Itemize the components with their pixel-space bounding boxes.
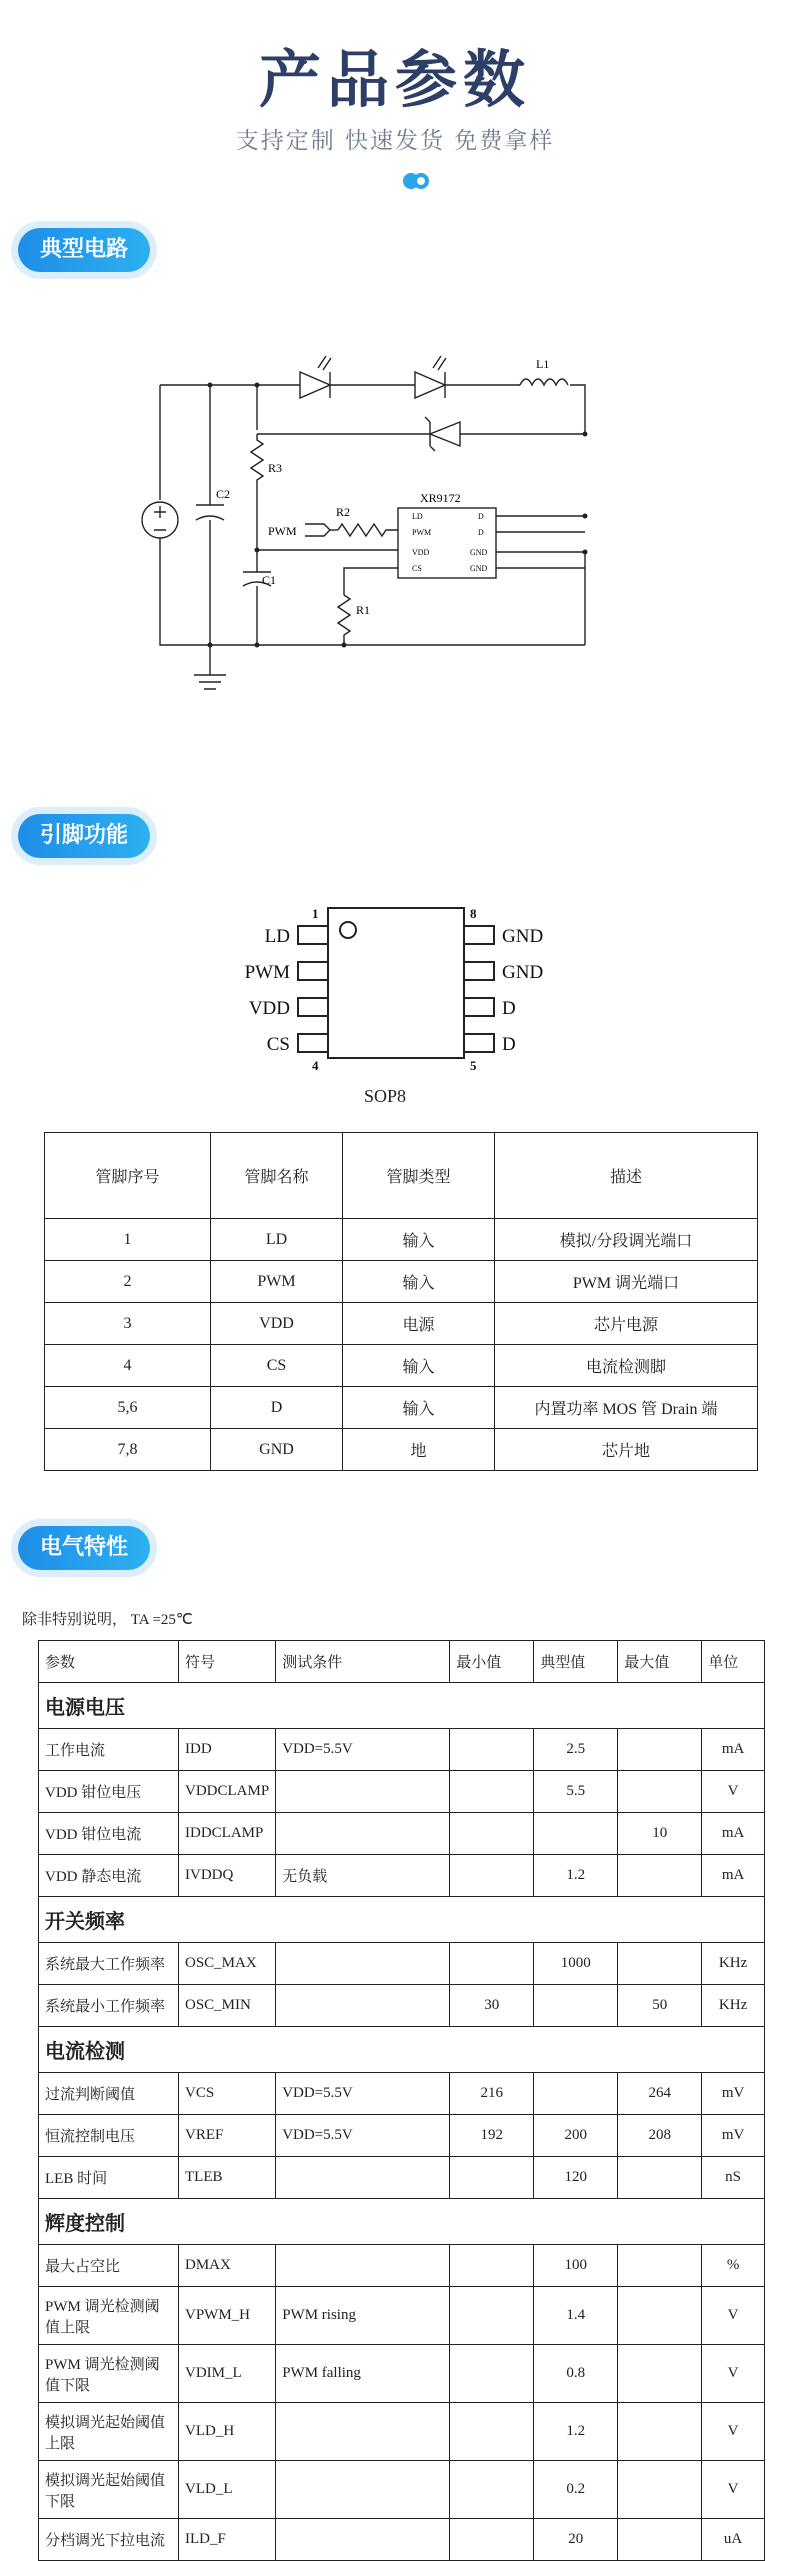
cell: 模拟调光起始阈值上限 <box>39 2403 179 2461</box>
cell <box>276 2403 450 2461</box>
cell <box>450 1771 534 1813</box>
cell: 120 <box>534 2157 618 2199</box>
cell <box>534 1985 618 2027</box>
test-conditions-note: 除非特别说明， TA =25℃ <box>22 1612 193 1628</box>
cell: 模拟/分段调光端口 <box>495 1219 758 1261</box>
label-c2: C2 <box>216 487 231 501</box>
cell <box>450 1943 534 1985</box>
cell: PWM 调光端口 <box>495 1261 758 1303</box>
cell: 216 <box>450 2073 534 2115</box>
pkg-left-pwm: PWM <box>244 962 290 983</box>
diode-icon <box>430 422 460 446</box>
cell: 芯片地 <box>495 1429 758 1471</box>
cell <box>618 1729 702 1771</box>
table-row <box>39 2519 765 2561</box>
cell <box>276 2461 450 2519</box>
cell: V <box>702 2403 765 2461</box>
category-title: 电流检测 <box>39 2027 765 2073</box>
page-header <box>0 0 790 200</box>
cell: IDD <box>179 1729 276 1771</box>
table-row <box>39 2245 765 2287</box>
cell <box>618 2519 702 2561</box>
capacitor-c2-icon <box>196 505 224 520</box>
cell: 输入 <box>343 1261 495 1303</box>
ic-pin-vdd: VDD <box>412 548 430 557</box>
cell <box>450 2157 534 2199</box>
category-title: 辉度控制 <box>39 2199 765 2245</box>
table-row <box>45 1387 758 1429</box>
cell: 电流检测脚 <box>495 1345 758 1387</box>
header-cell: 管脚序号 <box>45 1133 211 1219</box>
cell <box>450 2403 534 2461</box>
cell: uA <box>702 2519 765 2561</box>
cell: 208 <box>618 2115 702 2157</box>
category-title: 开关频率 <box>39 1897 765 1943</box>
ic-pin-pwm: PWM <box>412 528 432 537</box>
cell: 10 <box>618 1813 702 1855</box>
cell: 系统最小工作频率 <box>39 1985 179 2027</box>
cell: 50 <box>618 1985 702 2027</box>
cell <box>450 1813 534 1855</box>
cell <box>450 2345 534 2403</box>
label-pwm: PWM <box>268 524 297 538</box>
cell <box>276 2245 450 2287</box>
table-row <box>45 1219 758 1261</box>
table-header-row <box>39 1641 765 1683</box>
cell <box>276 1943 450 1985</box>
pkg-left-cs: CS <box>266 1034 290 1055</box>
cell: 1.2 <box>534 1855 618 1897</box>
table-row <box>39 2157 765 2199</box>
ic-pin-gnd2: GND <box>470 564 488 573</box>
cell: 输入 <box>343 1387 495 1429</box>
led-1-icon <box>300 372 330 398</box>
cell: V <box>702 2345 765 2403</box>
header-cell: 最大值 <box>618 1641 702 1683</box>
cell: VCS <box>179 2073 276 2115</box>
pin-number-4: 4 <box>312 1058 319 1073</box>
cell: VLD_H <box>179 2403 276 2461</box>
pin-number-8: 8 <box>470 906 477 921</box>
header-cell: 典型值 <box>534 1641 618 1683</box>
cell: 1.4 <box>534 2287 618 2345</box>
cell: mA <box>702 1729 765 1771</box>
pkg-right-gnd1: GND <box>502 926 544 947</box>
ic-pin-gnd1: GND <box>470 548 488 557</box>
cell: VDD 静态电流 <box>39 1855 179 1897</box>
cell <box>276 1813 450 1855</box>
table-row <box>45 1345 758 1387</box>
pkg-right-gnd2: GND <box>502 962 544 983</box>
pin-function-table <box>44 1132 758 1471</box>
cell: mV <box>702 2115 765 2157</box>
table-row <box>45 1429 758 1471</box>
header-cell: 管脚类型 <box>343 1133 495 1219</box>
cell: DMAX <box>179 2245 276 2287</box>
pwm-input-icon <box>305 524 330 536</box>
label-c1: C1 <box>262 573 277 587</box>
cell <box>618 2345 702 2403</box>
cell: IDDCLAMP <box>179 1813 276 1855</box>
cell: 0.2 <box>534 2461 618 2519</box>
cell: 分档调光下拉电流 <box>39 2519 179 2561</box>
cell: nS <box>702 2157 765 2199</box>
cell: 地 <box>343 1429 495 1471</box>
cell: PWM 调光检测阈值下限 <box>39 2345 179 2403</box>
cell: 无负载 <box>276 1855 450 1897</box>
cell <box>618 1943 702 1985</box>
cell: 5,6 <box>45 1387 211 1429</box>
cell: VDD <box>211 1303 343 1345</box>
cell: VDD 钳位电压 <box>39 1771 179 1813</box>
pin-number-1: 1 <box>312 906 319 921</box>
pin-number-5: 5 <box>470 1058 477 1073</box>
pkg-left-vdd: VDD <box>248 998 290 1019</box>
ground-icon <box>194 675 226 689</box>
table-row <box>39 2345 765 2403</box>
sop8-package-diagram <box>230 890 560 1110</box>
cell: LEB 时间 <box>39 2157 179 2199</box>
cell <box>618 1771 702 1813</box>
resistor-r1-icon <box>338 595 350 645</box>
ic-pin-ld: LD <box>412 512 423 521</box>
cell: V <box>702 1771 765 1813</box>
cell: mV <box>702 2073 765 2115</box>
pkg-left-ld: LD <box>264 926 290 947</box>
led-2-icon <box>415 372 445 398</box>
dot-ring-icon <box>413 173 429 189</box>
section-title-pins: 引脚功能 <box>18 814 150 858</box>
label-r3: R3 <box>268 461 283 475</box>
cell <box>450 1855 534 1897</box>
cell: ILD_F <box>179 2519 276 2561</box>
cell: LD <box>211 1219 343 1261</box>
cell <box>534 1813 618 1855</box>
section-title-circuit: 典型电路 <box>18 228 150 272</box>
ic-pin-cs: CS <box>412 564 422 573</box>
inductor-l1-icon <box>520 379 568 385</box>
page-title: 产品参数 <box>258 43 531 116</box>
header-cell: 单位 <box>702 1641 765 1683</box>
table-header-row <box>45 1133 758 1219</box>
electrical-characteristics-table <box>38 1640 765 2561</box>
cell <box>618 2403 702 2461</box>
label-l1: L1 <box>536 357 550 371</box>
cell: 5.5 <box>534 1771 618 1813</box>
cell <box>450 2461 534 2519</box>
cell: PWM <box>211 1261 343 1303</box>
cell <box>450 1729 534 1771</box>
table-row <box>39 1813 765 1855</box>
cell: 1.2 <box>534 2403 618 2461</box>
cell: 2 <box>45 1261 211 1303</box>
ic-pin-d2: D <box>478 528 484 537</box>
cell: IVDDQ <box>179 1855 276 1897</box>
cell: 4 <box>45 1345 211 1387</box>
label-ic: XR9172 <box>420 491 461 505</box>
table-row <box>39 1943 765 1985</box>
cell: PWM falling <box>276 2345 450 2403</box>
cell: mA <box>702 1855 765 1897</box>
cell: KHz <box>702 1985 765 2027</box>
category-row <box>39 1897 765 1943</box>
header-cell: 测试条件 <box>276 1641 450 1683</box>
pkg-right-d1: D <box>502 998 516 1019</box>
cell: VLD_L <box>179 2461 276 2519</box>
table-row <box>39 1729 765 1771</box>
pin1-marker-icon <box>340 922 356 938</box>
cell: 输入 <box>343 1345 495 1387</box>
cell: 30 <box>450 1985 534 2027</box>
cell: 7,8 <box>45 1429 211 1471</box>
cell <box>618 1855 702 1897</box>
cell: 系统最大工作频率 <box>39 1943 179 1985</box>
cell: VPWM_H <box>179 2287 276 2345</box>
cell: 电源 <box>343 1303 495 1345</box>
cell: 1000 <box>534 1943 618 1985</box>
cell <box>450 2245 534 2287</box>
cell: D <box>211 1387 343 1429</box>
cell <box>450 2519 534 2561</box>
table-row <box>39 2461 765 2519</box>
cell: GND <box>211 1429 343 1471</box>
cell: 2.5 <box>534 1729 618 1771</box>
cell: VDD 钳位电流 <box>39 1813 179 1855</box>
cell: VDD=5.5V <box>276 2073 450 2115</box>
package-name: SOP8 <box>363 1086 407 1106</box>
cell: VDD=5.5V <box>276 1729 450 1771</box>
cell: 200 <box>534 2115 618 2157</box>
cell: 内置功率 MOS 管 Drain 端 <box>495 1387 758 1429</box>
chip-body <box>328 908 464 1058</box>
table-row <box>45 1261 758 1303</box>
cell: 264 <box>618 2073 702 2115</box>
cell: VDDCLAMP <box>179 1771 276 1813</box>
cell <box>534 2073 618 2115</box>
cell: VREF <box>179 2115 276 2157</box>
cell: VDD=5.5V <box>276 2115 450 2157</box>
cell: 工作电流 <box>39 1729 179 1771</box>
page-subtitle: 支持定制 快速发货 免费拿样 <box>235 128 555 154</box>
category-row <box>39 2027 765 2073</box>
cell: 恒流控制电压 <box>39 2115 179 2157</box>
cell: VDIM_L <box>179 2345 276 2403</box>
cell: 最大占空比 <box>39 2245 179 2287</box>
header-cell: 最小值 <box>450 1641 534 1683</box>
cell: 模拟调光起始阈值下限 <box>39 2461 179 2519</box>
cell: V <box>702 2461 765 2519</box>
cell: % <box>702 2245 765 2287</box>
cell: OSC_MAX <box>179 1943 276 1985</box>
category-row <box>39 1683 765 1729</box>
typical-circuit-diagram <box>0 330 790 710</box>
table-row <box>39 2287 765 2345</box>
cell <box>618 2245 702 2287</box>
header-cell: 管脚名称 <box>211 1133 343 1219</box>
table-row <box>39 1985 765 2027</box>
table-row <box>45 1303 758 1345</box>
cell <box>618 2157 702 2199</box>
cell <box>276 1985 450 2027</box>
header-cell: 符号 <box>179 1641 276 1683</box>
cell: mA <box>702 1813 765 1855</box>
header-cell: 描述 <box>495 1133 758 1219</box>
resistor-r3-icon <box>251 434 263 560</box>
cell: V <box>702 2287 765 2345</box>
table-row <box>39 1771 765 1813</box>
cell: 3 <box>45 1303 211 1345</box>
table-row <box>39 1855 765 1897</box>
cell <box>450 2287 534 2345</box>
cell <box>618 2461 702 2519</box>
cell: 芯片电源 <box>495 1303 758 1345</box>
cell: 1 <box>45 1219 211 1261</box>
cell: 20 <box>534 2519 618 2561</box>
decorative-dots <box>403 172 431 190</box>
cell: 0.8 <box>534 2345 618 2403</box>
pkg-right-d2: D <box>502 1034 516 1055</box>
cell: 100 <box>534 2245 618 2287</box>
category-title: 电源电压 <box>39 1683 765 1729</box>
cell: CS <box>211 1345 343 1387</box>
cell: KHz <box>702 1943 765 1985</box>
ic-pin-d1: D <box>478 512 484 521</box>
cell: OSC_MIN <box>179 1985 276 2027</box>
table-row <box>39 2403 765 2461</box>
cell: PWM rising <box>276 2287 450 2345</box>
cell: 过流判断阈值 <box>39 2073 179 2115</box>
cell <box>276 2519 450 2561</box>
cell <box>276 2157 450 2199</box>
section-title-electrical: 电气特性 <box>18 1526 150 1570</box>
resistor-r2-icon <box>338 524 398 536</box>
table-row <box>39 2115 765 2157</box>
cell: TLEB <box>179 2157 276 2199</box>
cell: 输入 <box>343 1219 495 1261</box>
label-r1: R1 <box>356 603 371 617</box>
cell: 192 <box>450 2115 534 2157</box>
label-r2: R2 <box>336 505 351 519</box>
cell <box>276 1771 450 1813</box>
header-cell: 参数 <box>39 1641 179 1683</box>
cell <box>618 2287 702 2345</box>
category-row <box>39 2199 765 2245</box>
cell: PWM 调光检测阈值上限 <box>39 2287 179 2345</box>
table-row <box>39 2073 765 2115</box>
